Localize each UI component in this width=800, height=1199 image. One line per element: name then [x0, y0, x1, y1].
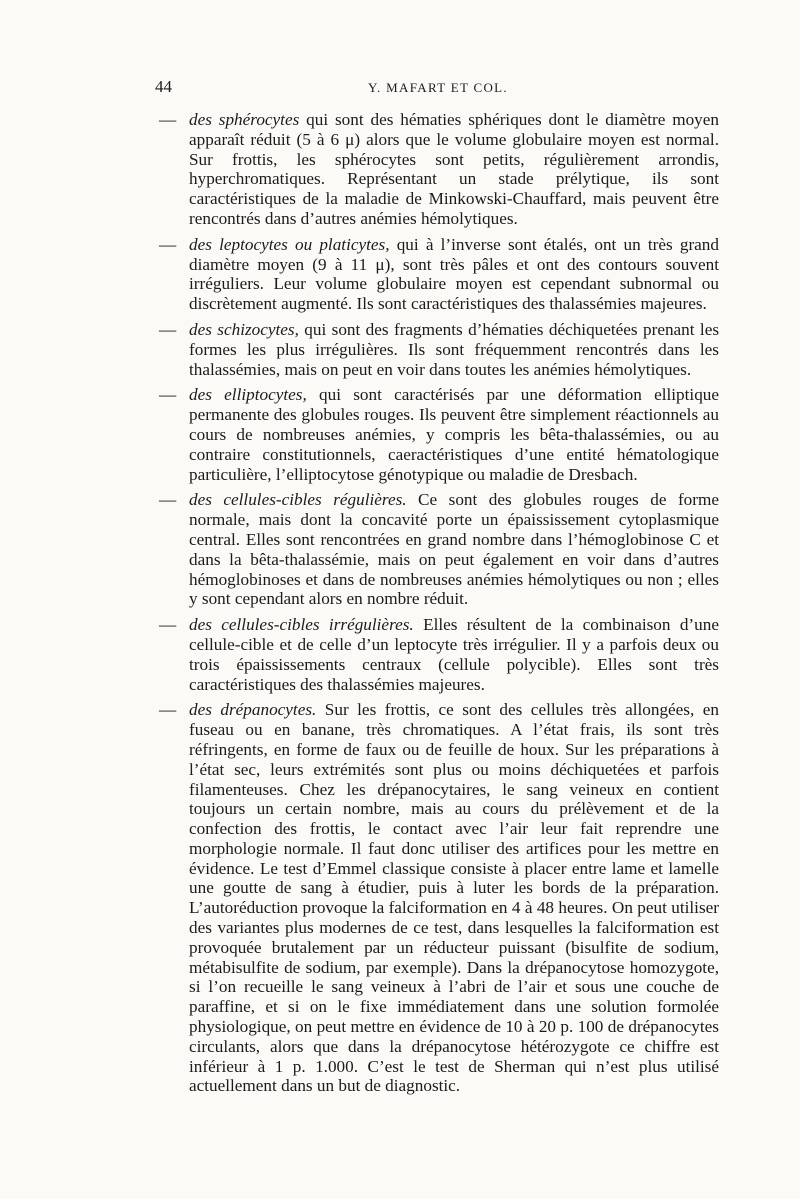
- em-dash-bullet: —: [159, 615, 177, 635]
- list-item: [159, 110, 719, 229]
- entry-term: des drépanocytes.: [189, 700, 317, 720]
- entry-term: des sphérocytes: [189, 110, 300, 129]
- entry-text: Sur les frottis, ce sont des cellules très allongées, en fuseau ou en banane, très chromatiques. A l’état frais, ils sont très réfringents, en forme de faux ou de feuille de houx. Sur les préparations à l’état sec, leurs extrémités sont plus ou moins déchiquetées et parfois filamenteuses. Chez les drépanocytaires, le sang veineux en contient toujours un certain nombre, mais au cours du prélèvement et de la confection des frottis, le contact avec l’air leur fait reprendre une morphologie normale. Il faut donc utiliser des artifices pour les mettre en évidence. Le test d’Emmel classique consiste à placer entre lame et lamelle une goutte de sang à étudier, puis à luter les bords de la préparation. L’autoréduction provoque la falciformation en 4 à 48 heures. On peut utiliser des variantes plus modernes de ce test, dans lesquelles la falciformation est provoquée brutalement par un réducteur puissant (bisulfite de sodium, métabisulfite de sodium, par exemple). Dans la drépanocytose homozygote, si l’on recueille le sang veineux à l’abri de l’air et sous une couche de paraffine, et si on le fixe immédiatement dans une solution formolée physiologique, on peut mettre en évidence de 10 à 20 p. 100 de drépanocytes circulants, alors que dans la drépanocytose hétérozygote ce chiffre est inférieur à 1 p. 1.000. C’est le test de Sherman qui n’est plus utilisé actuellement dans un but de diagnostic.: [189, 700, 719, 1096]
- list-item: [159, 234, 719, 314]
- entry-term: des cellules-cibles régulières.: [189, 490, 407, 510]
- em-dash-bullet: —: [159, 490, 177, 510]
- entry-term: des elliptocytes,: [189, 385, 307, 405]
- entry-term: des leptocytes ou platicytes,: [189, 234, 390, 254]
- entry-text: qui sont des hématies sphériques dont le diamètre moyen apparaît réduit (5 à 6 μ) alors que le volume globulaire moyen est normal. Sur frottis, les sphérocytes sont petits, régulièrement arrondis, hyperchromatiques. Représentant un stade prélytique, ils sont caractéristiques de la maladie de Minkowski-Chauffard, mais peuvent être rencontrés dans d’autres anémies hémolytiques.: [189, 110, 719, 228]
- entry-text: qui sont des fragments d’hématies déchiquetées prenant les formes les plus irrégulières. Ils sont fréquemment rencontrés dans les thalassémies, mais on peut en voir dans toutes les anémies hémolytiques.: [189, 319, 720, 379]
- entry-text: qui à l’inverse sont étalés, ont un très grand diamètre moyen (9 à 11 μ), sont très pâles et ont des contours souvent irréguliers. Leur volume globulaire moyen est cependant subnormal ou discrètement augmenté. Ils sont caractéristiques des thalassémies majeures.: [189, 234, 719, 314]
- list-item: [159, 319, 720, 379]
- list-item: [159, 490, 719, 609]
- entry-text: qui sont caractérisés par une déformation elliptique permanente des globules rouges. Ils peuvent être simplement réactionnels au cours de nombreuses anémies, y compris les bêta-thalassémies, ou au contraire constitutionnels, caeractéristiques d’une entité hématologique particulière, l’elliptocytose génotypique ou maladie de Dresbach.: [189, 385, 720, 484]
- em-dash-bullet: —: [159, 700, 177, 720]
- entry-list: [159, 110, 720, 1102]
- entry-text: Ce sont des globules rouges de forme normale, mais dont la concavité porte un épaississement cytoplasmique central. Elles sont rencontrées en grand nombre dans l’hémoglobinose C et dans la bêta-thalassémie, mais on peut également en voir dans d’autres hémoglobinoses et dans de nombreuses anémies hémolytiques ou non ; elles y sont cependant alors en nombre réduit.: [189, 490, 719, 609]
- list-item: [159, 385, 720, 484]
- page-header: [155, 76, 721, 100]
- page-number: 44: [155, 77, 172, 96]
- list-item: [159, 615, 719, 694]
- entry-term: des cellules-cibles irrégulières.: [189, 615, 414, 635]
- list-item: [159, 700, 719, 1096]
- em-dash-bullet: —: [159, 319, 177, 339]
- em-dash-bullet: —: [159, 110, 177, 129]
- em-dash-bullet: —: [159, 234, 177, 254]
- em-dash-bullet: —: [159, 385, 177, 405]
- entry-term: des schizocytes,: [189, 319, 299, 339]
- running-head: Y. MAFART ET COL.: [368, 80, 508, 95]
- entry-text: Elles résultent de la combinaison d’une cellule-cible et de celle d’un leptocyte très irrégulier. Il y a parfois deux ou trois épaississements centraux (cellule polycible). Elles sont très caractéristiques des thalassémies majeures.: [189, 615, 719, 694]
